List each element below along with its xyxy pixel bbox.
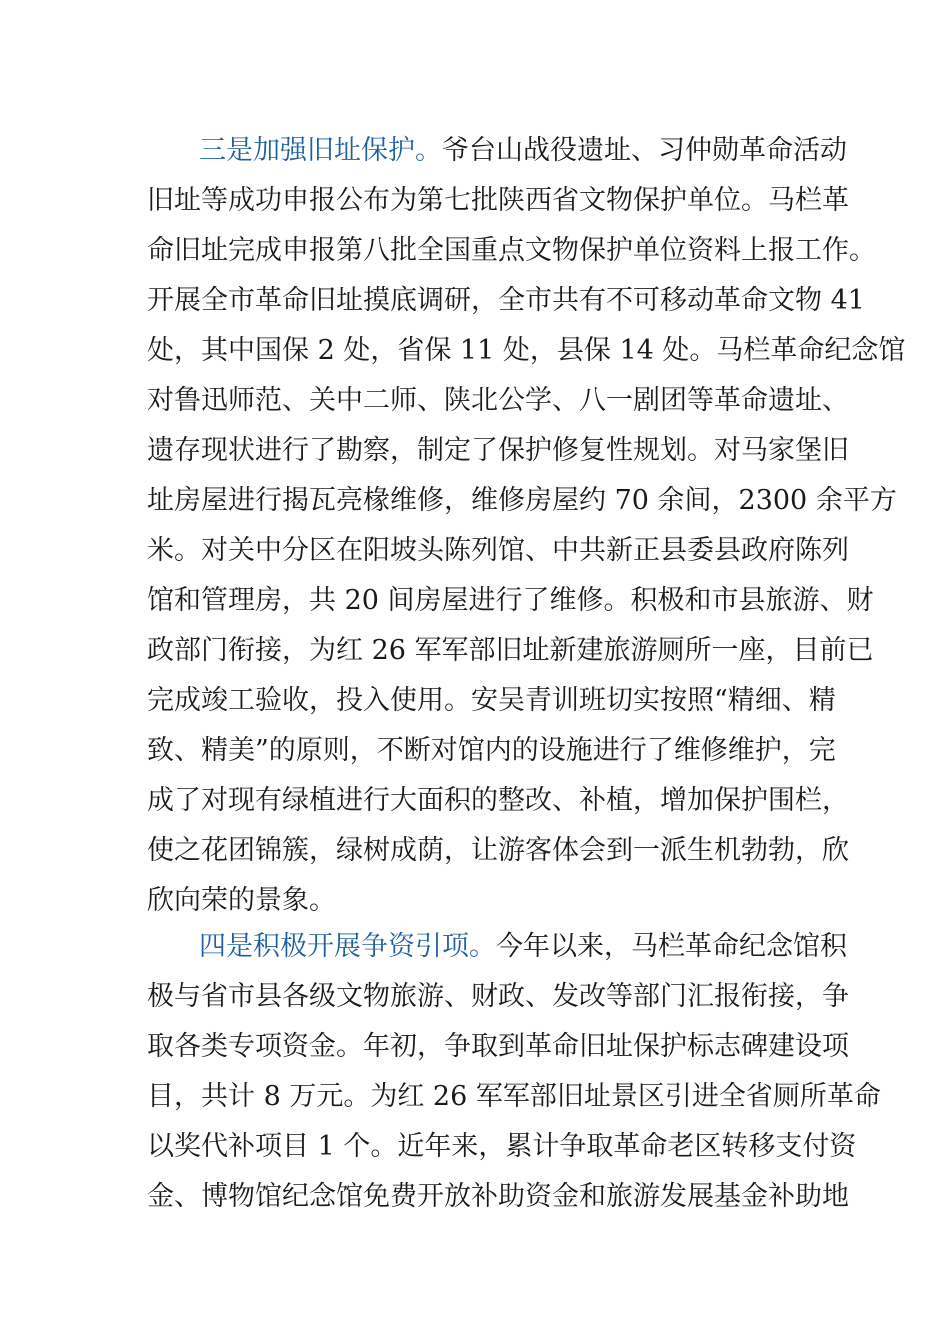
paragraph-old-site-protection (147, 126, 906, 926)
body-text-line: 致、精美”的原则，不断对馆内的设施进行了维修维护，完 (147, 735, 836, 766)
body-text-line: 金、博物馆纪念馆免费开放补助资金和旅游发展基金补助地 (147, 1181, 849, 1212)
body-text-line: 极与省市县各级文物旅游、财政、发改等部门汇报衔接，争 (147, 981, 849, 1012)
body-text-line: 完成竣工验收，投入使用。安吴青训班切实按照“精细、精 (147, 685, 836, 716)
paragraph-heading: 三是加强旧址保护。 (199, 135, 442, 166)
body-text-line: 取各类专项资金。年初，争取到革命旧址保护标志碑建设项 (147, 1031, 849, 1062)
body-text-line: 遗存现状进行了勘察，制定了保护修复性规划。对马家堡旧 (147, 435, 849, 466)
paragraph-fund-raising (147, 922, 881, 1222)
body-text-line: 开展全市革命旧址摸底调研，全市共有不可移动革命文物 41 (147, 285, 865, 316)
body-text-line: 处，其中国保 2 处，省保 11 处，县保 14 处。马栏革命纪念馆 (147, 335, 906, 366)
body-text-line: 爷台山战役遗址、习仲勋革命活动 (442, 135, 847, 166)
body-text-line: 目，共计 8 万元。为红 26 军军部旧址景区引进全省厕所革命 (147, 1081, 881, 1112)
body-text-line: 使之花团锦簇，绿树成荫，让游客体会到一派生机勃勃，欣 (147, 835, 849, 866)
body-text-line: 命旧址完成申报第八批全国重点文物保护单位资料上报工作。 (147, 235, 876, 266)
body-text-line: 今年以来，马栏革命纪念馆积 (496, 931, 847, 962)
body-text-line: 米。对关中分区在阳坡头陈列馆、中共新正县委县政府陈列 (147, 535, 849, 566)
body-text-line: 欣向荣的景象。 (147, 885, 336, 916)
body-text-line: 以奖代补项目 1 个。近年来，累计争取革命老区转移支付资 (147, 1131, 857, 1162)
body-text-line: 政部门衔接，为红 26 军军部旧址新建旅游厕所一座，目前已 (147, 635, 874, 666)
paragraph-heading: 四是积极开展争资引项。 (199, 931, 496, 962)
paragraph-first-line (199, 922, 847, 972)
body-text-line: 成了对现有绿植进行大面积的整改、补植，增加保护围栏， (147, 785, 849, 816)
body-text-line: 馆和管理房，共 20 间房屋进行了维修。积极和市县旅游、财 (147, 585, 874, 616)
body-text-line: 址房屋进行揭瓦亮椽维修，维修房屋约 70 余间，2300 余平方 (147, 485, 897, 516)
paragraph-first-line (199, 126, 847, 176)
body-text-line: 对鲁迅师范、关中二师、陕北公学、八一剧团等革命遗址、 (147, 385, 849, 416)
body-text-line: 旧址等成功申报公布为第七批陕西省文物保护单位。马栏革 (147, 185, 849, 216)
